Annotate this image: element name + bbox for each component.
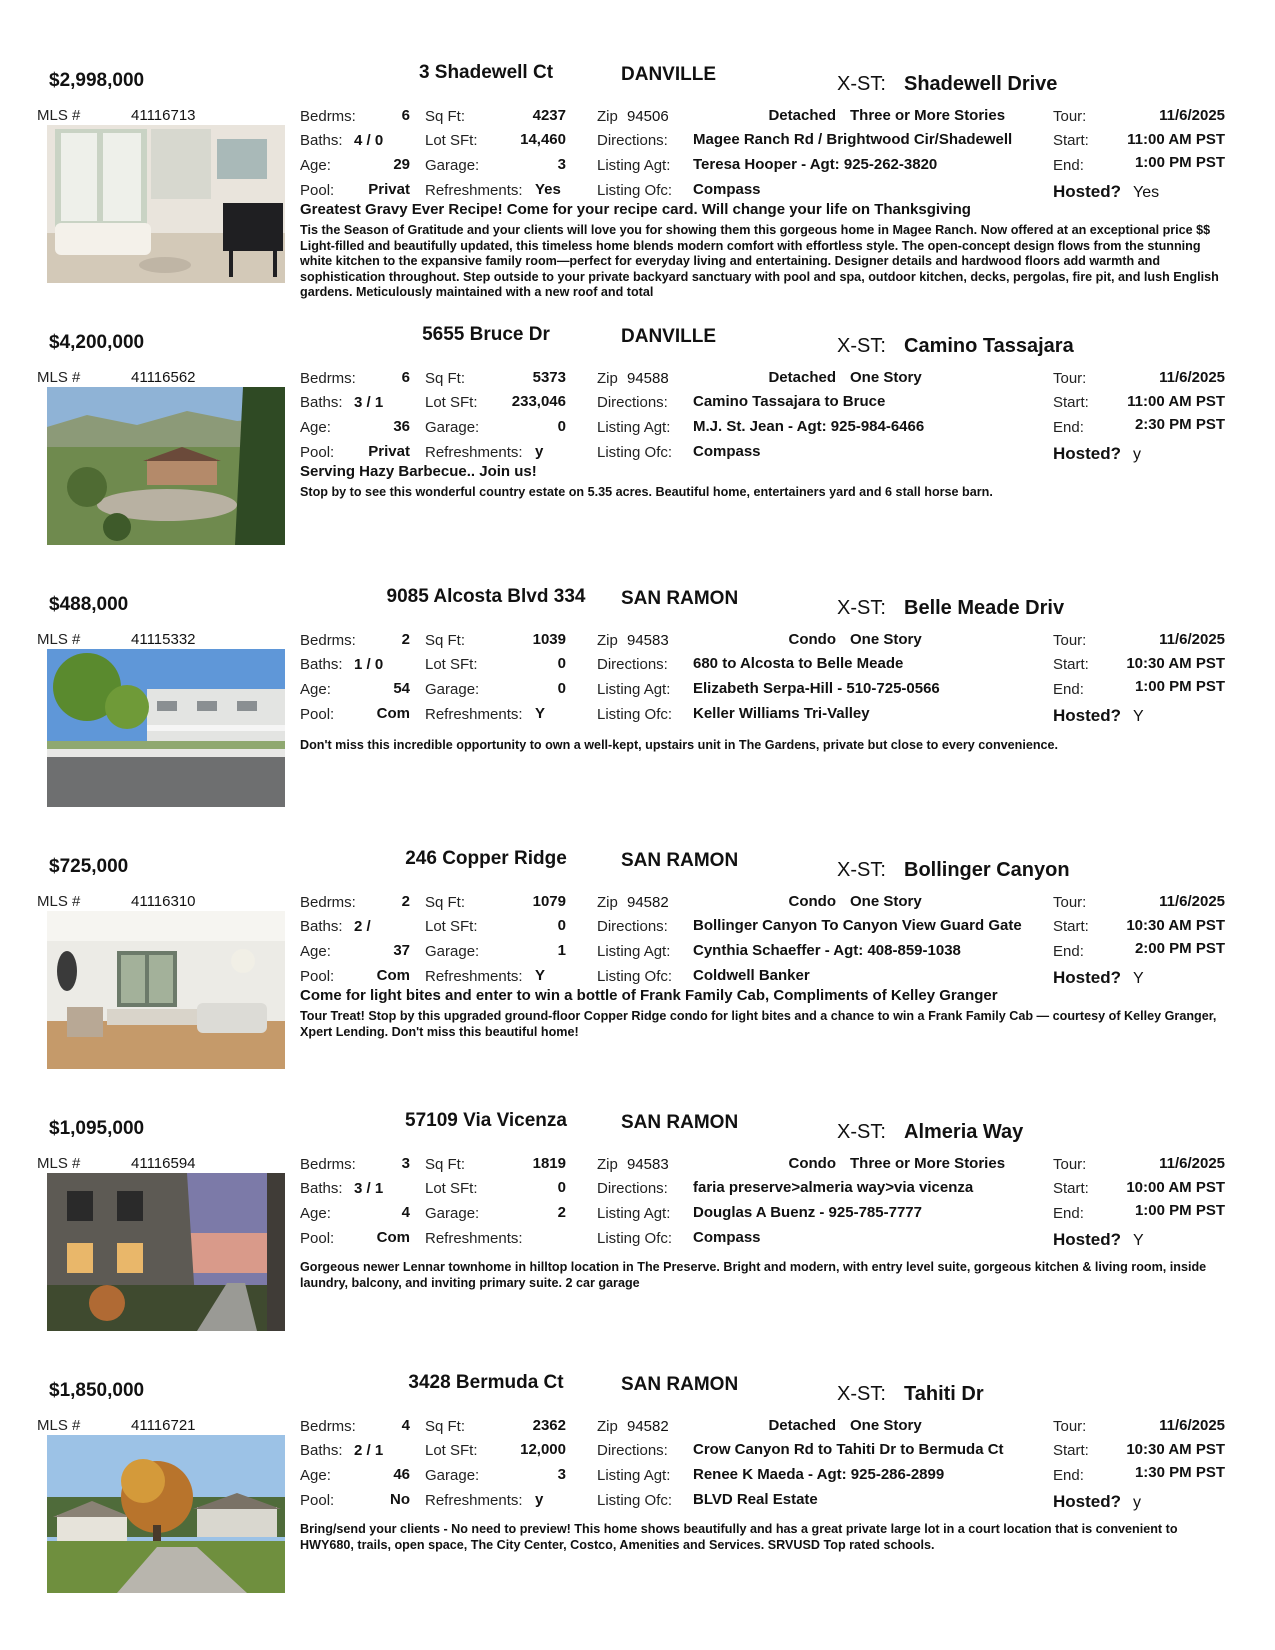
remarks: Bring/send your clients - No need to preview! This home shows beautifully and has a great private large lot in a court location that is convenient to HWY680, trails, open space, The City Center, Costco, Amenities and Services. SRVUSD Top rated schools.	[300, 1522, 1178, 1552]
sqft-label: Sq Ft:	[425, 108, 466, 125]
garage-value: 0	[557, 680, 566, 697]
sqft-value: 1079	[532, 893, 566, 910]
end-time: 1:30 PM PST	[1134, 1464, 1225, 1481]
pool-value: Com	[376, 1229, 410, 1246]
listing-price: $1,095,000	[49, 1118, 145, 1139]
cross-street-value: Bollinger Canyon	[904, 859, 1070, 881]
listing	[0, 1108, 1275, 1370]
listing-city: DANVILLE	[621, 326, 716, 347]
end-time: 1:00 PM PST	[1134, 678, 1225, 695]
pool-value: Privat	[368, 181, 410, 198]
sqft-label: Sq Ft:	[425, 1418, 466, 1435]
end-time: 1:00 PM PST	[1134, 1202, 1225, 1219]
hosted-label: Hosted?	[1053, 182, 1121, 201]
listing	[0, 1370, 1275, 1632]
mls-label: MLS #	[37, 369, 81, 386]
listing-city: SAN RAMON	[621, 1374, 739, 1395]
zip-value: 94583	[627, 1156, 669, 1173]
listing-office-value: Coldwell Banker	[693, 967, 810, 984]
start-time: 11:00 AM PST	[1127, 131, 1225, 148]
pool-value: Com	[376, 705, 410, 722]
lot-label: Lot SFt:	[425, 918, 478, 935]
lot-label: Lot SFt:	[425, 394, 478, 411]
property-type: Detached	[768, 369, 836, 386]
mls-label: MLS #	[37, 893, 81, 910]
garage-label: Garage:	[425, 681, 480, 698]
cross-street-label: X-ST:	[837, 859, 886, 881]
start-time: 10:30 AM PST	[1126, 917, 1225, 934]
zip-value: 94582	[627, 1418, 669, 1435]
end-label: End:	[1053, 1467, 1084, 1484]
listing-office-label: Listing Ofc:	[597, 1492, 673, 1509]
directions-label: Directions:	[597, 394, 668, 411]
hosted-label: Hosted?	[1053, 1230, 1121, 1249]
listing-office-label: Listing Ofc:	[597, 1230, 673, 1247]
zip-label: Zip	[597, 370, 618, 387]
start-time: 10:30 AM PST	[1126, 655, 1225, 672]
lot-value: 233,046	[511, 393, 566, 410]
refreshments-label: Refreshments:	[425, 968, 523, 985]
end-label: End:	[1053, 157, 1084, 174]
listing-agent-value: M.J. St. Jean - Agt: 925-984-6466	[693, 418, 925, 435]
listing-agent-label: Listing Agt:	[597, 157, 671, 174]
start-time: 11:00 AM PST	[1127, 393, 1225, 410]
listing-price: $4,200,000	[49, 332, 145, 353]
directions-label: Directions:	[597, 1442, 668, 1459]
listing-address: 3428 Bermuda Ct	[408, 1372, 564, 1393]
directions-label: Directions:	[597, 918, 668, 935]
refreshments-value: Y	[535, 705, 546, 722]
age-value: 54	[393, 680, 410, 697]
tour-date: 11/6/2025	[1159, 107, 1225, 124]
bedrooms-value: 3	[401, 1155, 410, 1172]
listing-photo[interactable]	[47, 1435, 285, 1593]
baths-label: Baths:	[300, 394, 343, 411]
listing-agent-value: Renee K Maeda - Agt: 925-286-2899	[693, 1466, 945, 1483]
remarks: Gorgeous newer Lennar townhome in hilltop location in The Preserve. Bright and modern, with entry level suite, gorgeous kitchen & living room, inside laundry, balcony, and inviting primary suite. 2 car garage	[300, 1260, 1207, 1290]
start-label: Start:	[1053, 132, 1089, 149]
pool-label: Pool:	[300, 968, 335, 985]
sqft-label: Sq Ft:	[425, 370, 466, 387]
property-type: Detached	[768, 1417, 836, 1434]
listing-price: $1,850,000	[49, 1380, 145, 1401]
listing	[0, 60, 1275, 322]
lot-label: Lot SFt:	[425, 1442, 478, 1459]
sqft-label: Sq Ft:	[425, 632, 466, 649]
garage-value: 1	[557, 942, 566, 959]
directions-value: 680 to Alcosta to Belle Meade	[693, 655, 904, 672]
remarks: Stop by to see this wonderful country estate on 5.35 acres. Beautiful home, entertainers yard and 6 stall horse barn.	[300, 485, 993, 499]
cross-street-value: Tahiti Dr	[904, 1383, 984, 1405]
property-type: Condo	[788, 1155, 836, 1172]
listing	[0, 846, 1275, 1108]
cross-street-value: Belle Meade Driv	[904, 597, 1065, 619]
mls-label: MLS #	[37, 631, 81, 648]
directions-value: Bollinger Canyon To Canyon View Guard Gate	[693, 917, 1022, 934]
zip-value: 94583	[627, 632, 669, 649]
tour-date: 11/6/2025	[1159, 1417, 1225, 1434]
listing-agent-value: Teresa Hooper - Agt: 925-262-3820	[693, 156, 938, 173]
age-label: Age:	[300, 157, 331, 174]
start-label: Start:	[1053, 1442, 1089, 1459]
sqft-label: Sq Ft:	[425, 1156, 466, 1173]
start-label: Start:	[1053, 1180, 1089, 1197]
listing-agent-value: Douglas A Buenz - 925-785-7777	[693, 1204, 922, 1221]
pool-label: Pool:	[300, 706, 335, 723]
pool-label: Pool:	[300, 1230, 335, 1247]
pool-value: Com	[376, 967, 410, 984]
start-label: Start:	[1053, 918, 1089, 935]
end-label: End:	[1053, 943, 1084, 960]
refreshments-label: Refreshments:	[425, 182, 523, 199]
hosted-value: Y	[1133, 970, 1144, 987]
refreshments-value: y	[535, 1491, 544, 1508]
listing-agent-value: Elizabeth Serpa-Hill - 510-725-0566	[693, 680, 940, 697]
listing-office-value: Compass	[693, 443, 761, 460]
listing-price: $488,000	[49, 594, 129, 615]
cross-street-value: Shadewell Drive	[904, 73, 1058, 95]
zip-label: Zip	[597, 108, 618, 125]
remarks: Tour Treat! Stop by this upgraded ground-floor Copper Ridge condo for light bites and a chance to win a Frank Family Cab — courtesy of Kelley Granger, Xpert Lending. Don't miss this beautiful home!	[300, 1009, 1217, 1039]
refreshments-label: Refreshments:	[425, 706, 523, 723]
mls-number: 41116721	[131, 1417, 196, 1434]
end-time: 2:30 PM PST	[1134, 416, 1225, 433]
tour-date: 11/6/2025	[1159, 1155, 1225, 1172]
tagline: Serving Hazy Barbecue.. Join us!	[300, 463, 537, 480]
hosted-label: Hosted?	[1053, 968, 1121, 987]
listing-city: SAN RAMON	[621, 850, 739, 871]
baths-value: 1 / 0	[354, 656, 384, 673]
stories: Three or More Stories	[850, 1155, 1006, 1172]
tour-label: Tour:	[1053, 1156, 1087, 1173]
garage-label: Garage:	[425, 157, 480, 174]
cross-street-label: X-ST:	[837, 73, 886, 95]
pool-label: Pool:	[300, 1492, 335, 1509]
age-label: Age:	[300, 419, 331, 436]
tour-date: 11/6/2025	[1159, 369, 1225, 386]
lot-label: Lot SFt:	[425, 132, 478, 149]
listing-photo[interactable]	[47, 911, 285, 1069]
refreshments-label: Refreshments:	[425, 444, 523, 461]
garage-value: 0	[557, 418, 566, 435]
sqft-value: 4237	[532, 107, 566, 124]
age-value: 4	[401, 1204, 410, 1221]
directions-label: Directions:	[597, 656, 668, 673]
sqft-value: 1819	[532, 1155, 566, 1172]
baths-label: Baths:	[300, 918, 343, 935]
remarks: Don't miss this incredible opportunity to own a well-kept, upstairs unit in The Gardens, private but close to every convenience.	[300, 738, 1059, 752]
cross-street-label: X-ST:	[837, 1383, 886, 1405]
bedrooms-label: Bedrms:	[300, 1156, 356, 1173]
directions-value: faria preserve>almeria way>via vicenza	[693, 1179, 974, 1196]
cross-street-value: Almeria Way	[904, 1121, 1024, 1143]
cross-street-label: X-ST:	[837, 597, 886, 619]
hosted-label: Hosted?	[1053, 706, 1121, 725]
listing-agent-label: Listing Agt:	[597, 419, 671, 436]
age-value: 37	[393, 942, 410, 959]
zip-label: Zip	[597, 894, 618, 911]
zip-label: Zip	[597, 632, 618, 649]
sqft-value: 1039	[532, 631, 566, 648]
baths-value: 4 / 0	[354, 132, 384, 149]
age-value: 29	[393, 156, 410, 173]
listing-price: $2,998,000	[49, 70, 145, 91]
listing-price: $725,000	[49, 856, 129, 877]
bedrooms-value: 4	[401, 1417, 410, 1434]
lot-value: 0	[557, 1179, 566, 1196]
stories: Three or More Stories	[850, 107, 1006, 124]
listing-agent-value: Cynthia Schaeffer - Agt: 408-859-1038	[693, 942, 961, 959]
age-label: Age:	[300, 681, 331, 698]
listing-office-value: Keller Williams Tri-Valley	[693, 705, 870, 722]
mls-number: 41116713	[131, 107, 196, 124]
garage-label: Garage:	[425, 419, 480, 436]
tour-date: 11/6/2025	[1159, 893, 1225, 910]
cross-street-value: Camino Tassajara	[904, 335, 1074, 357]
stories: One Story	[850, 369, 922, 386]
pool-value: Privat	[368, 443, 410, 460]
end-label: End:	[1053, 681, 1084, 698]
listing-office-label: Listing Ofc:	[597, 182, 673, 199]
directions-value: Magee Ranch Rd / Brightwood Cir/Shadewell	[693, 131, 1013, 148]
baths-label: Baths:	[300, 132, 343, 149]
listing-office-label: Listing Ofc:	[597, 706, 673, 723]
garage-value: 2	[557, 1204, 566, 1221]
baths-label: Baths:	[300, 1180, 343, 1197]
listing-office-value: Compass	[693, 181, 761, 198]
listing-office-label: Listing Ofc:	[597, 968, 673, 985]
listing-agent-label: Listing Agt:	[597, 1467, 671, 1484]
start-time: 10:00 AM PST	[1126, 1179, 1225, 1196]
bedrooms-value: 2	[401, 893, 410, 910]
tour-label: Tour:	[1053, 108, 1087, 125]
mls-label: MLS #	[37, 107, 81, 124]
lot-value: 0	[557, 917, 566, 934]
mls-number: 41116562	[131, 369, 196, 386]
bedrooms-value: 6	[401, 107, 410, 124]
listing-address: 3 Shadewell Ct	[418, 62, 554, 83]
listing	[0, 584, 1275, 846]
remarks: Tis the Season of Gratitude and your clients will love you for showing them this gorgeous home in Magee Ranch. Now offered at an exceptional price $$ Light-filled and beautifully updated, this timeless home blends modern comfort with effortless style. The open-concept design flows from the stunning white kitchen to the expansive family room—perfect for everyday living and entertaining. Designer details and hardwood floors add warmth and sophistication throughout. Step outside to your private backyard sanctuary with pool and spa, outdoor kitchen, decks, pergolas, fire pit, and lush English gardens. Meticulously maintained with a new roof and total	[300, 223, 1219, 300]
listing-photo[interactable]	[47, 125, 285, 283]
zip-value: 94588	[627, 370, 669, 387]
tagline: Greatest Gravy Ever Recipe! Come for your recipe card. Will change your life on Thanksgiving	[300, 201, 971, 218]
tour-date: 11/6/2025	[1159, 631, 1225, 648]
end-label: End:	[1053, 419, 1084, 436]
baths-value: 3 / 1	[354, 394, 384, 411]
directions-value: Camino Tassajara to Bruce	[693, 393, 886, 410]
end-time: 2:00 PM PST	[1134, 940, 1225, 957]
baths-value: 2 /	[354, 918, 371, 935]
listing-office-label: Listing Ofc:	[597, 444, 673, 461]
start-time: 10:30 AM PST	[1126, 1441, 1225, 1458]
garage-label: Garage:	[425, 943, 480, 960]
zip-value: 94506	[627, 108, 669, 125]
mls-number: 41115332	[131, 631, 196, 648]
age-label: Age:	[300, 943, 331, 960]
pool-value: No	[390, 1491, 410, 1508]
cross-street-label: X-ST:	[837, 1121, 886, 1143]
property-type: Detached	[768, 107, 836, 124]
start-label: Start:	[1053, 656, 1089, 673]
age-value: 36	[393, 418, 410, 435]
zip-value: 94582	[627, 894, 669, 911]
pool-label: Pool:	[300, 182, 335, 199]
stories: One Story	[850, 631, 922, 648]
start-label: Start:	[1053, 394, 1089, 411]
listing-address: 5655 Bruce Dr	[422, 324, 550, 345]
baths-value: 3 / 1	[354, 1180, 384, 1197]
hosted-value: y	[1133, 1494, 1141, 1511]
pool-label: Pool:	[300, 444, 335, 461]
refreshments-label: Refreshments:	[425, 1492, 523, 1509]
listing-city: SAN RAMON	[621, 1112, 739, 1133]
directions-label: Directions:	[597, 132, 668, 149]
refreshments-value: Y	[535, 967, 546, 984]
garage-label: Garage:	[425, 1467, 480, 1484]
listing-office-value: BLVD Real Estate	[693, 1491, 818, 1508]
mls-label: MLS #	[37, 1155, 81, 1172]
stories: One Story	[850, 893, 922, 910]
bedrooms-label: Bedrms:	[300, 108, 356, 125]
lot-label: Lot SFt:	[425, 1180, 478, 1197]
end-time: 1:00 PM PST	[1134, 154, 1225, 171]
tour-label: Tour:	[1053, 370, 1087, 387]
sqft-label: Sq Ft:	[425, 894, 466, 911]
refreshments-value: Yes	[535, 181, 561, 198]
bedrooms-label: Bedrms:	[300, 1418, 356, 1435]
lot-value: 12,000	[520, 1441, 566, 1458]
lot-value: 14,460	[520, 131, 566, 148]
hosted-value: Y	[1133, 708, 1144, 725]
listing-address: 9085 Alcosta Blvd 334	[386, 586, 586, 607]
baths-label: Baths:	[300, 1442, 343, 1459]
end-label: End:	[1053, 1205, 1084, 1222]
tour-label: Tour:	[1053, 894, 1087, 911]
age-label: Age:	[300, 1205, 331, 1222]
baths-label: Baths:	[300, 656, 343, 673]
sqft-value: 2362	[532, 1417, 566, 1434]
listing-photo[interactable]	[47, 387, 285, 545]
property-type: Condo	[788, 893, 836, 910]
refreshments-value: y	[535, 443, 544, 460]
hosted-value: y	[1133, 446, 1141, 463]
sqft-value: 5373	[532, 369, 566, 386]
listing-address: 246 Copper Ridge	[405, 848, 567, 869]
hosted-value: Yes	[1133, 184, 1160, 201]
cross-street-label: X-ST:	[837, 335, 886, 357]
listing-agent-label: Listing Agt:	[597, 1205, 671, 1222]
listing-agent-label: Listing Agt:	[597, 943, 671, 960]
baths-value: 2 / 1	[354, 1442, 384, 1459]
directions-label: Directions:	[597, 1180, 668, 1197]
age-value: 46	[393, 1466, 410, 1483]
bedrooms-value: 2	[401, 631, 410, 648]
listing-city: DANVILLE	[621, 64, 716, 85]
listing-photo[interactable]	[47, 1173, 285, 1331]
directions-value: Crow Canyon Rd to Tahiti Dr to Bermuda Ct	[693, 1441, 1004, 1458]
listing-office-value: Compass	[693, 1229, 761, 1246]
listing-agent-label: Listing Agt:	[597, 681, 671, 698]
listing-city: SAN RAMON	[621, 588, 739, 609]
tagline: Come for light bites and enter to win a bottle of Frank Family Cab, Compliments of Kelley Granger	[300, 987, 998, 1004]
refreshments-label: Refreshments:	[425, 1230, 523, 1247]
property-type: Condo	[788, 631, 836, 648]
listing	[0, 322, 1275, 584]
tour-label: Tour:	[1053, 1418, 1087, 1435]
stories: One Story	[850, 1417, 922, 1434]
bedrooms-label: Bedrms:	[300, 632, 356, 649]
listing-photo[interactable]	[47, 649, 285, 807]
hosted-value: Y	[1133, 1232, 1144, 1249]
lot-label: Lot SFt:	[425, 656, 478, 673]
mls-number: 41116310	[131, 893, 196, 910]
tour-label: Tour:	[1053, 632, 1087, 649]
age-label: Age:	[300, 1467, 331, 1484]
lot-value: 0	[557, 655, 566, 672]
hosted-label: Hosted?	[1053, 444, 1121, 463]
bedrooms-label: Bedrms:	[300, 370, 356, 387]
hosted-label: Hosted?	[1053, 1492, 1121, 1511]
garage-value: 3	[557, 156, 566, 173]
listing-address: 57109 Via Vicenza	[405, 1110, 567, 1131]
bedrooms-label: Bedrms:	[300, 894, 356, 911]
bedrooms-value: 6	[401, 369, 410, 386]
zip-label: Zip	[597, 1418, 618, 1435]
garage-label: Garage:	[425, 1205, 480, 1222]
zip-label: Zip	[597, 1156, 618, 1173]
garage-value: 3	[557, 1466, 566, 1483]
mls-label: MLS #	[37, 1417, 81, 1434]
mls-number: 41116594	[131, 1155, 196, 1172]
